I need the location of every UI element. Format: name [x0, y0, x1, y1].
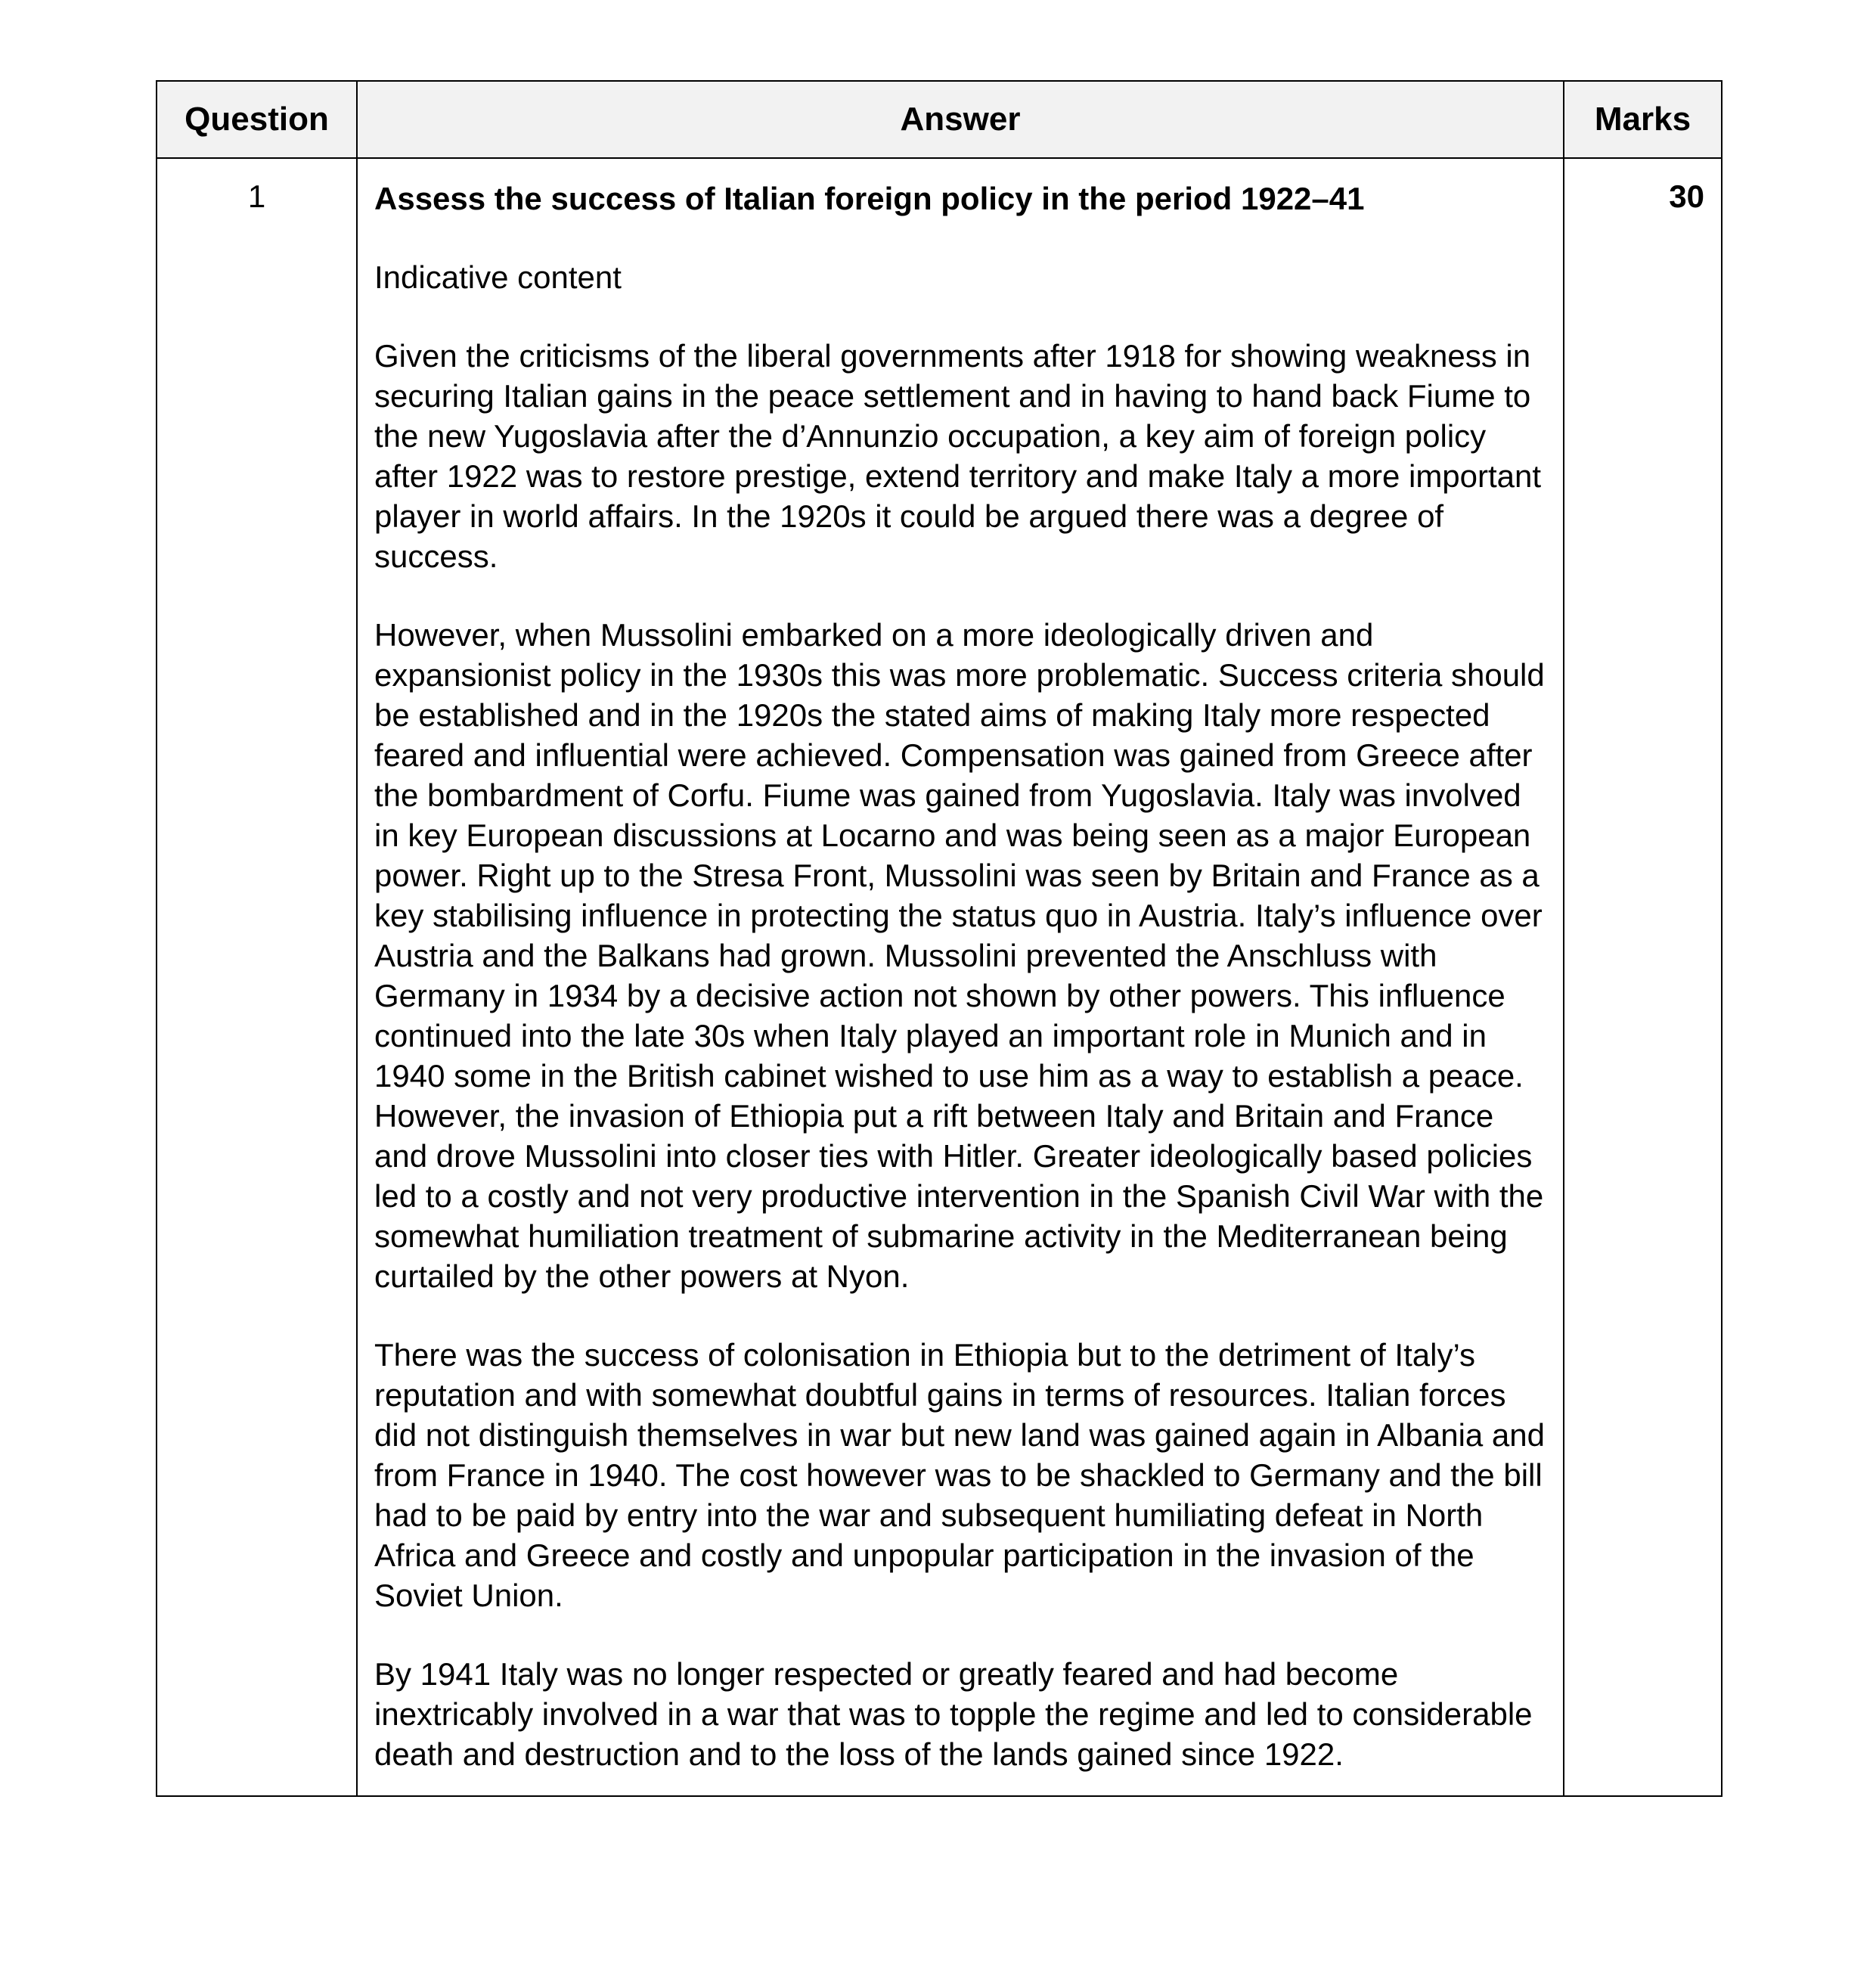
table-row — [157, 158, 1722, 1796]
marks-column-header: Marks — [1564, 81, 1722, 158]
marks-value: 30 — [1564, 158, 1722, 1796]
answer-paragraph-1: Given the criticisms of the liberal governments after 1918 for showing weakness in securing Italian gains in the peace settlement and in having to hand back Fiume to the new Yugoslavia after the d’Annunzio occupation, a key aim of foreign policy after 1922 was to restore prestige, extend territory and make Italy a more important player in world affairs. In the 1920s it could be argued there was a degree of success. — [374, 338, 1542, 574]
question-title: Assess the success of Italian foreign policy in the period 1922–41 — [374, 181, 1365, 216]
question-column-header: Question — [157, 81, 357, 158]
answer-paragraph-2: However, when Mussolini embarked on a more ideologically driven and expansionist policy in the 1930s this was more problematic. Success criteria should be established and in the 1920s the stated aims of making Italy more respected feared and influential were achieved. Compensation was gained from Greece after the bombardment of Corfu. Fiume was gained from Yugoslavia. Italy was involved in key European discussions at Locarno and was being seen as a major European power. Right up to the Stresa Front, Mussolini was seen by Britain and France as a key stabilising influence in protecting the status quo in Austria. Italy’s influence over Austria and the Balkans had grown. Mussolini prevented the Anschluss with Germany in 1934 by a decisive action not shown by other powers. This influence continued into the late 30s when Italy played an important role in Munich and in 1940 some in the British cabinet wished to use him as a way to establish a peace. However, the invasion of Ethiopia put a rift between Italy and Britain and France and drove Mussolini into closer ties with Hitler. Greater ideologically based policies led to a costly and not very productive intervention in the Spanish Civil War with the somewhat humiliation treatment of submarine activity in the Mediterranean being curtailed by the other powers at Nyon. — [374, 617, 1545, 1294]
indicative-content-heading: Indicative content — [374, 259, 622, 295]
answer-paragraph-3: There was the success of colonisation in Ethiopia but to the detriment of Italy’s reputation and with somewhat doubtful gains in terms of resources. Italian forces did not distinguish themselves in war but new land was gained again in Albania and from France in 1940. The cost however was to be shackled to Germany and the bill had to be paid by entry into the war and subsequent humiliating defeat in North Africa and Greece and costly and unpopular participation in the invasion of the Soviet Union. — [374, 1337, 1546, 1613]
answer-paragraph-4: By 1941 Italy was no longer respected or greatly feared and had become inextricably involved in a war that was to topple the regime and led to considerable death and destruction and to the loss of the lands gained since 1922. — [374, 1656, 1533, 1772]
answer-cell — [357, 158, 1564, 1796]
header-row — [157, 81, 1722, 158]
answer-column-header: Answer — [357, 81, 1564, 158]
question-number: 1 — [157, 158, 357, 1796]
mark-scheme-table — [156, 80, 1723, 1797]
